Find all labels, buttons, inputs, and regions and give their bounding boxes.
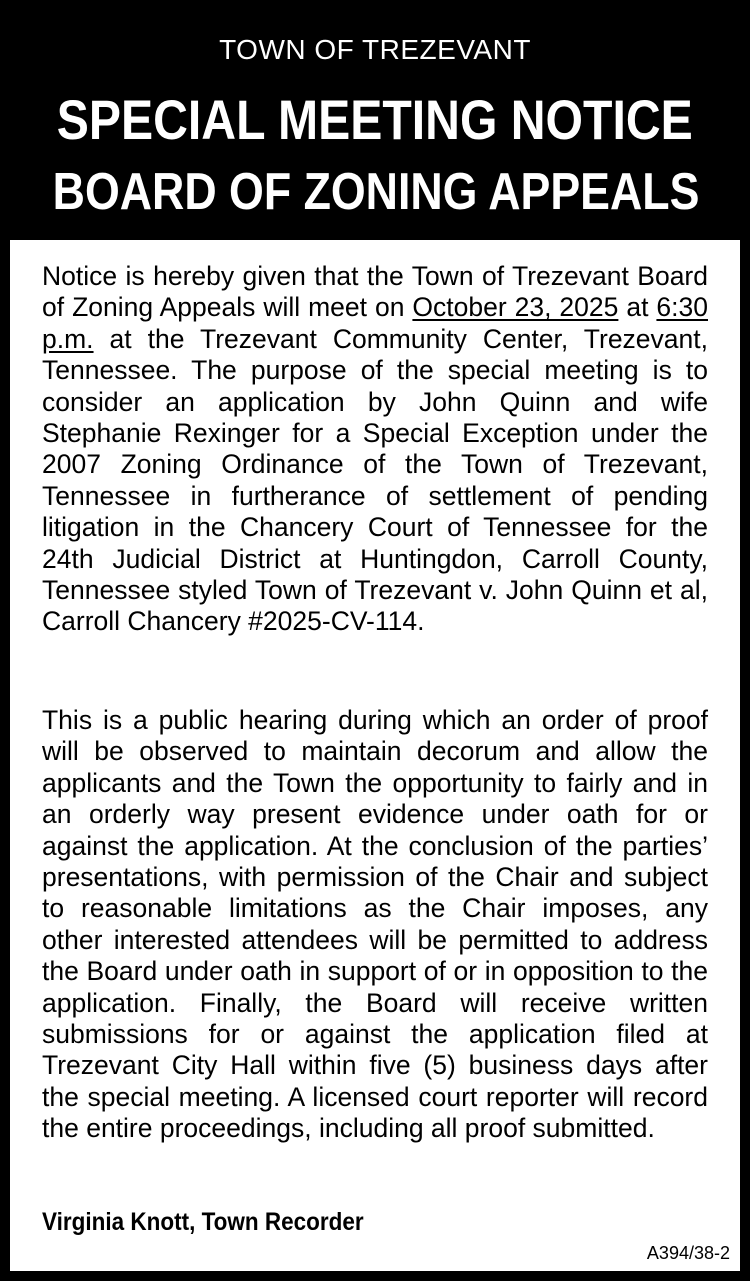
notice-title-line-1 <box>0 90 750 150</box>
meeting-time: 6:30 p.m. <box>42 292 708 354</box>
meeting-date: October 23, 2025 <box>412 292 619 323</box>
paragraph-1-details: at the Trezevant Community Center, Trezevant, Tennessee. The purpose of the special meeting is to consider an application by John Quinn and wife Stephanie Rexinger for a Special Exception under the 2007 Zoning Ordinance of the Town of Trezevant, Tennessee in furtherance of settlement of pending litigation in the Chancery Court of Tennessee for the 24th Judicial District at Huntingdon, Carroll County, Tennessee styled Town of Trezevant v. John Quinn et al, Carroll Chancery #2025-CV-114. <box>42 323 708 637</box>
notice-body <box>10 240 740 1271</box>
notice-title-text-2: BOARD OF ZONING APPEALS <box>52 163 700 221</box>
notice-title-line-2 <box>0 160 750 222</box>
paragraph-1-at: at <box>618 292 657 323</box>
notice-title-text-1: SPECIAL MEETING NOTICE <box>57 88 693 151</box>
notice-paragraph-2: This is a public hearing during which an order of proof will be observed to maintain decorum and allow the applicants and the Town the opportunity to fairly and in an orderly way present evidence under oath for or against the application. At the conclusion of the parties’ presentations, with permission of the Chair and subject to reasonable limitations as the Chair imposes, any other interested attendees will be permitted to address the Board under oath in support of or in opposition to the application. Finally, the Board will receive written submissions for or against the application filed at Trezevant City Hall within five (5) business days after the special meeting. A licensed court reporter will record the entire proceedings, including all proof submitted. <box>42 705 708 1144</box>
town-name: TOWN OF TREZEVANT <box>219 34 531 65</box>
paragraph-1-intro: Notice is hereby given that the Town of Trezevant Board of Zoning Appeals will meet on <box>42 261 708 323</box>
signature: Virginia Knott, Town Recorder <box>42 1208 364 1236</box>
notice-paragraph-1 <box>42 261 708 638</box>
ad-code: A394/38-2 <box>646 1243 730 1263</box>
notice-header <box>0 0 750 240</box>
